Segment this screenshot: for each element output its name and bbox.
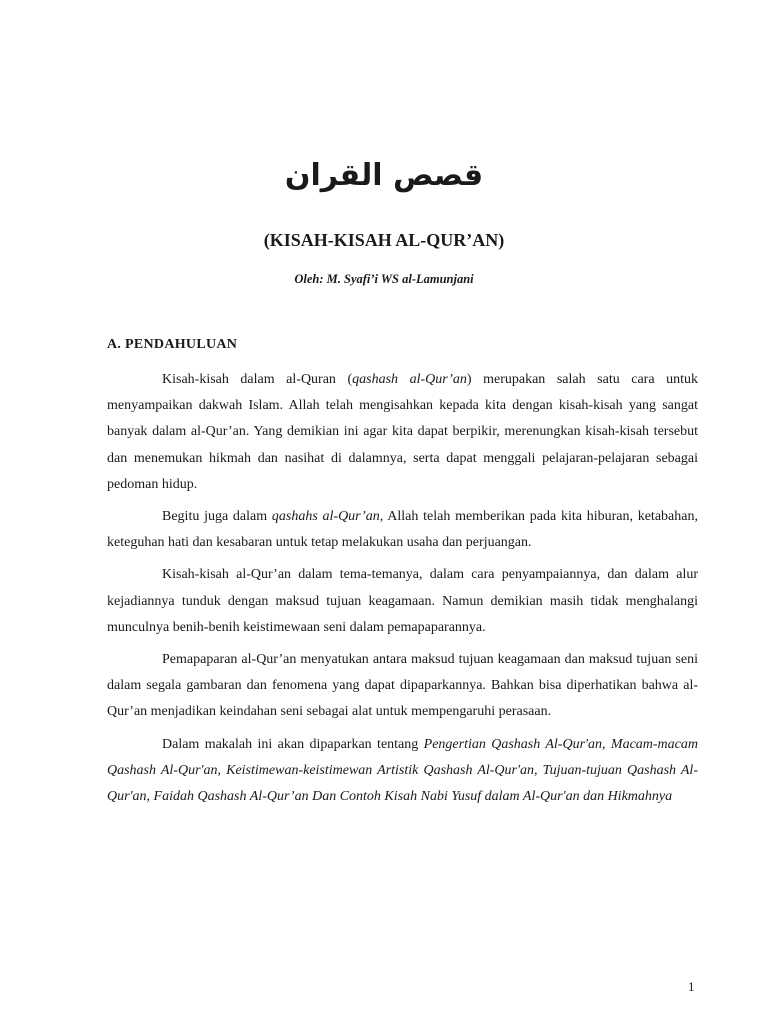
paragraph-1 [107, 367, 698, 498]
paragraph-4: Pemapaparan al-Qur’an menyatukan antara maksud tujuan keagamaan dan maksud tujuan seni dalam segala gambaran dan fenomena yang dapat dipaparkannya. Bahkan bisa diperhatikan bahwa al-Qur’an menjadikan keindahan seni sebagai alat untuk mempengaruhi perasaan. [107, 652, 698, 720]
paragraph-2 [107, 504, 698, 556]
page-number: 1 [688, 979, 695, 994]
paragraph-2-text-b: Allah telah memberikan pada kita hiburan, ketabahan, keteguhan hati dan kesabaran untuk tetap melakukan usaha dan perjuangan. [107, 509, 698, 551]
paragraph-5 [107, 732, 698, 811]
paragraph-1-italic: qashash al-Qur’an [352, 372, 467, 387]
paragraph-2-italic: qashahs al-Qur’an, [271, 509, 384, 525]
document-title: (KISAH-KISAH AL-QUR’AN) [263, 230, 505, 250]
arabic-title: قصص القران [284, 158, 484, 193]
author-line: Oleh: M. Syafi’i WS al-Lamunjani [294, 272, 474, 286]
paragraph-1-text-a: Kisah-kisah dalam al-Quran ( [162, 372, 353, 387]
paragraph-5-italic: Pengertian Qashash Al-Qur'an, Macam-macam Qashash Al-Qur'an, Keistimewan-keistimewan Artistik Qashash Al-Qur'an, Tujuan-tujuan Qashash Al-Qur'an, Faidah Qashash Al-Qur’an Dan Contoh Kisah Nabi Yusuf dalam Al-Qur'an dan Hikmahnya [107, 736, 698, 805]
paragraph-1-text-b: ) merupakan salah satu cara untuk menyampaikan dakwah Islam. Allah telah mengisahkan kepada kita dengan kisah-kisah yang sangat banyak dalam al-Qur’an. Yang demikian ini agar kita dapat berpikir, merenungkan kisah-kisah tersebut dan menemukan hikmah dan nasihat di dalamnya, serta dapat menggali pelajaran-pelajaran sebagai pedoman hidup. [107, 372, 698, 492]
paragraph-2-text-a: Begitu juga dalam [162, 509, 272, 525]
body-text [107, 367, 698, 816]
paragraph-3: Kisah-kisah al-Qur’an dalam tema-temanya, dalam cara penyampaiannya, dan dalam alur kejadiannya tunduk dengan maksud tujuan keagamaan. Namun demikian masih tidak menghalangi munculnya benih-benih keistimewaan seni dalam pemapaparannya. [107, 567, 698, 635]
section-heading: A. PENDAHULUAN [107, 337, 238, 352]
paragraph-5-text-a: Dalam makalah ini akan dipaparkan tentang [162, 736, 424, 752]
